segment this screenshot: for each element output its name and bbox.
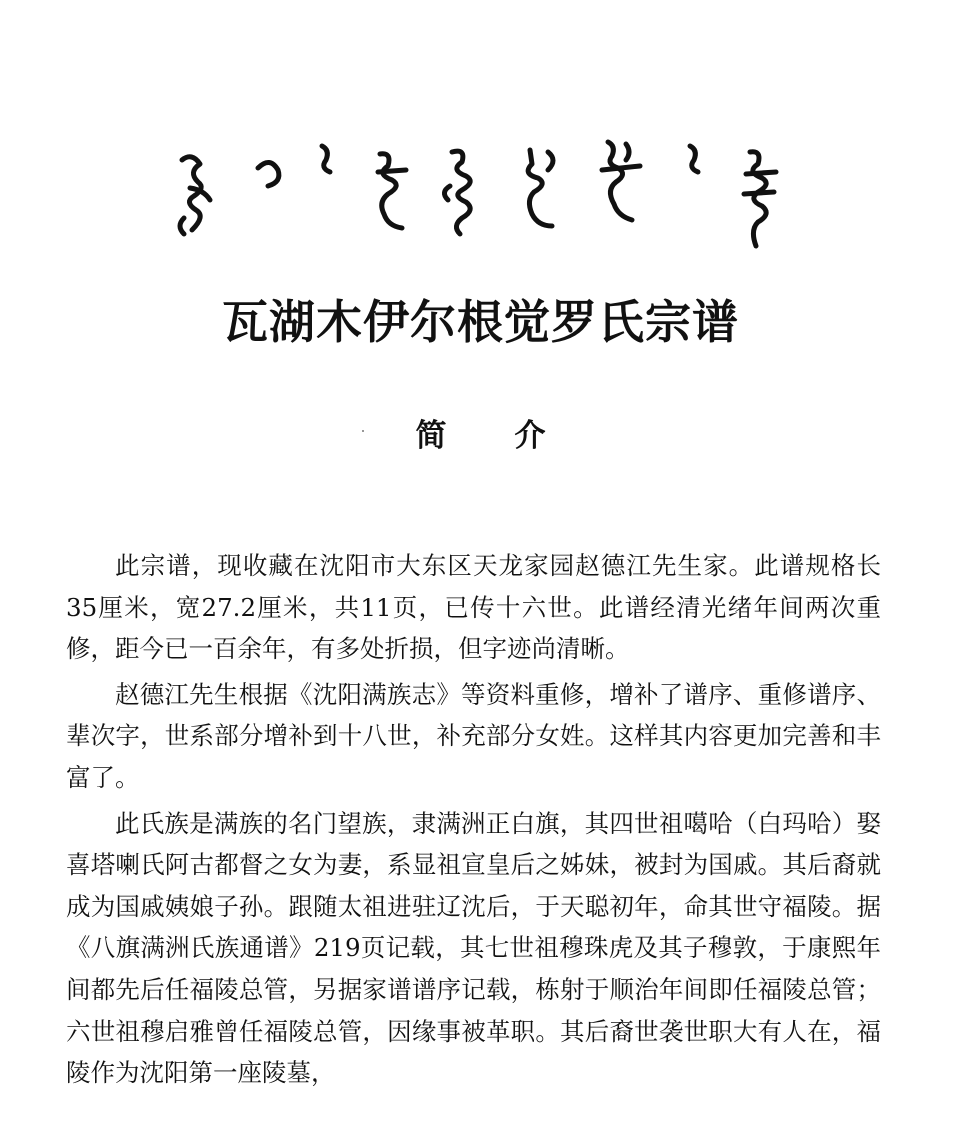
paragraph-1: 此宗谱，现收藏在沈阳市大东区天龙家园赵德江先生家。此谱规格长35厘米，宽27.2厘米，共11页，已传十六世。此谱经清光绪年间两次重修，距今已一百余年，有多处折损，但字迹尚清晰。: [66, 551, 881, 664]
manchu-script-title-graphic: [170, 130, 790, 260]
page-title: 瓦湖木伊尔根觉罗氏宗谱: [222, 295, 739, 349]
manchu-script-title: [170, 130, 790, 260]
body-text: [66, 545, 881, 1098]
section-heading: 简介: [415, 418, 614, 454]
paragraph-3: 此氏族是满族的名门望族，隶满洲正白旗，其四世祖噶哈（白玛哈）娶喜塔喇氏阿古都督之女为妻，系显祖宣皇后之姊妹，被封为国戚。其后裔就成为国戚姨娘子孙。跟随太祖进驻辽沈后，于天聪初年，命其世守福陵。据《八旗满洲氏族通谱》219页记载，其七世祖穆珠虎及其子穆敦，于康熙年间都先后任福陵总管，另据家谱谱序记载，栋射于顺治年间即任福陵总管；六世祖穆启雅曾任福陵总管，因缘事被革职。其后裔世袭世职大有人在，福陵作为沈阳第一座陵墓，: [66, 808, 881, 1088]
paragraph-2: 赵德江先生根据《沈阳满族志》等资料重修，增补了谱序、重修谱序、辈次字，世系部分增补到十八世，补充部分女姓。这样其内容更加完善和丰富了。: [66, 679, 881, 792]
